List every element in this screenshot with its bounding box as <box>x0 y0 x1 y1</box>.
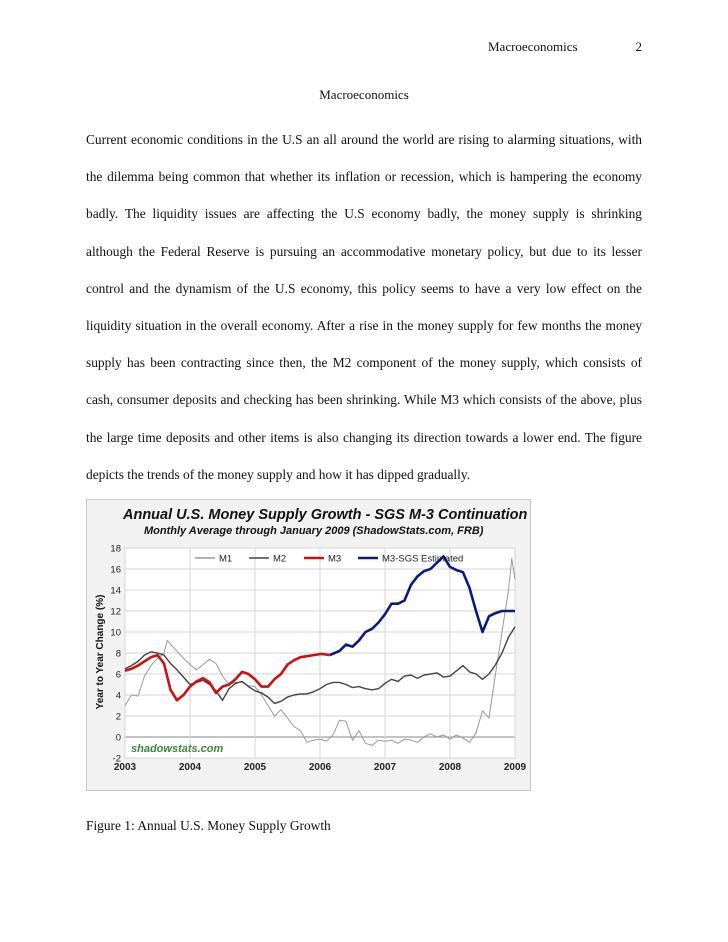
x-tick-label: 2003 <box>113 762 137 773</box>
y-tick-label: 6 <box>115 669 121 681</box>
y-tick-label: 4 <box>115 690 121 702</box>
x-tick-label: 2008 <box>438 762 462 773</box>
y-axis-label: Year to Year Change (%) <box>95 594 106 710</box>
x-tick-label: 2004 <box>178 762 202 773</box>
y-tick-label: 0 <box>115 732 121 744</box>
y-tick-label: 10 <box>110 627 121 639</box>
y-tick-label: 14 <box>110 585 121 597</box>
x-tick-labels <box>114 762 527 773</box>
y-tick-labels <box>110 544 121 765</box>
y-tick-label: 18 <box>110 543 121 555</box>
y-tick-label: 12 <box>110 606 121 618</box>
x-tick-label: 2009 <box>503 762 527 773</box>
legend-label: M1 <box>219 553 233 565</box>
y-tick-label: 16 <box>110 564 121 576</box>
y-tick-label: 8 <box>115 648 121 660</box>
legend-label: M2 <box>273 553 287 565</box>
body-paragraph: Current economic conditions in the U.S an all around the world are rising to alarming situations, with the dilemma being common that whether its inflation or recession, which is hampering the economy badly. The liquidity issues are affecting the U.S economy badly, the money supply is shrinking although the Federal Reserve is pursuing an accommodative monetary policy, but due to its lesser control and the dynamism of the U.S economy, this policy seems to have a very low effect on the liquidity situation in the overall economy. After a rise in the money supply for few months the money supply has been contracting since then, the M2 component of the money supply, which consists of cash, consumer deposits and checking has been shrinking. While M3 which consists of the above, plus the large time deposits and other items is also changing its direction towards a lower end. The figure depicts the trends of the money supply and how it has dipped gradually. <box>86 132 642 482</box>
legend-label: M3-SGS Estimated <box>382 553 464 565</box>
legend-label: M3 <box>328 553 342 565</box>
running-head-title: Macroeconomics <box>488 39 578 54</box>
running-head <box>488 39 648 59</box>
y-tick-label: 2 <box>115 711 121 723</box>
y-tick-label: -2 <box>112 753 121 765</box>
chart-svg <box>87 500 530 790</box>
chart-subtitle: Monthly Average through January 2009 (ShadowStats.com, FRB) <box>144 525 484 537</box>
document-title: Macroeconomics <box>319 87 409 102</box>
watermark: shadowstats.com <box>131 743 224 755</box>
money-supply-chart <box>86 499 531 791</box>
x-tick-label: 2006 <box>308 762 332 773</box>
page-number: 2 <box>635 39 642 54</box>
figure-caption: Figure 1: Annual U.S. Money Supply Growth <box>86 818 331 833</box>
x-tick-label: 2005 <box>243 762 267 773</box>
chart-title: Annual U.S. Money Supply Growth - SGS M-3 Continuation <box>123 507 528 523</box>
x-tick-label: 2007 <box>373 762 397 773</box>
